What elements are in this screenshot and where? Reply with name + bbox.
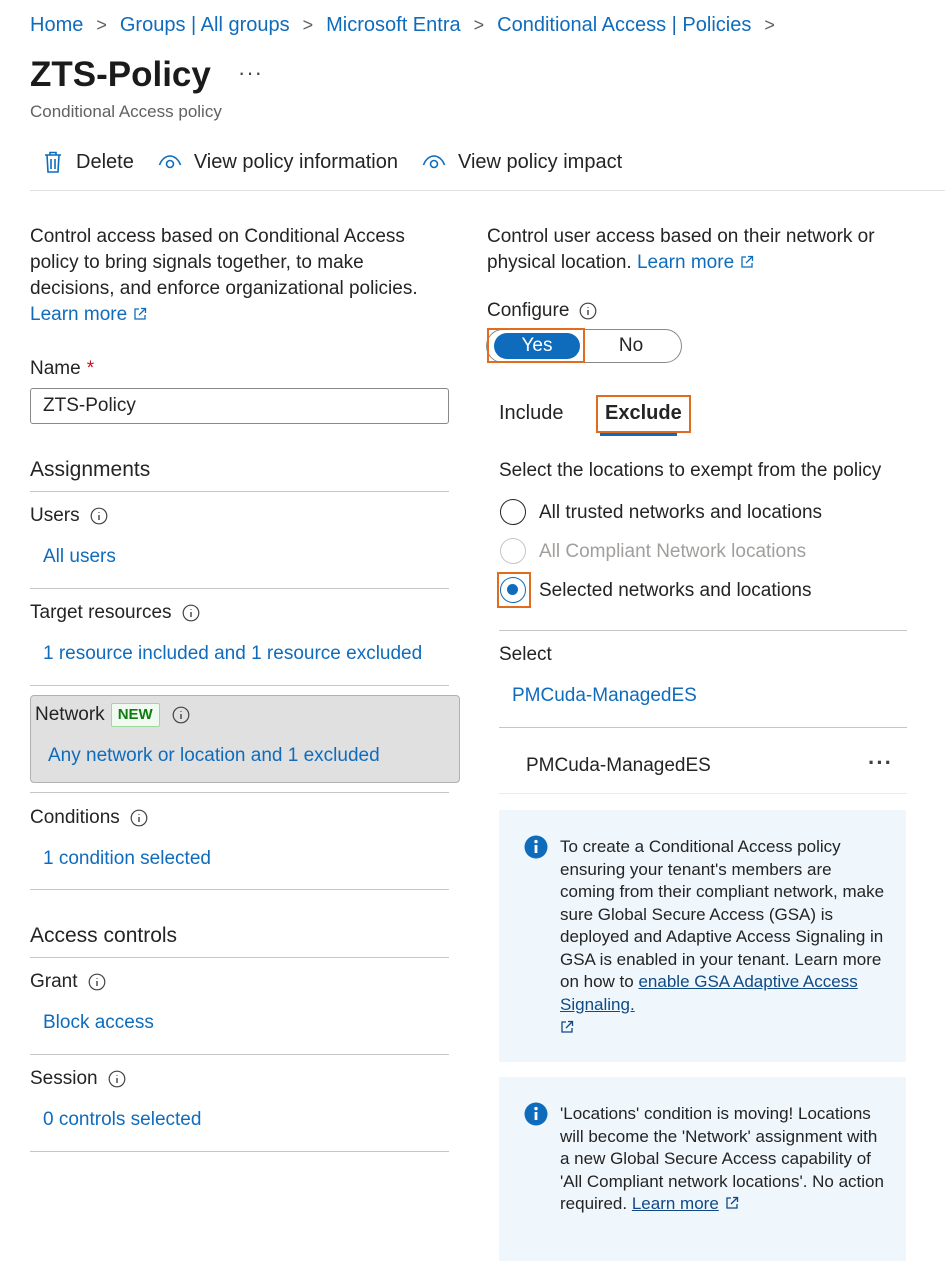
left-learn-more-link[interactable] <box>30 304 147 325</box>
divider <box>499 630 907 631</box>
access-controls-heading: Access controls <box>30 924 178 947</box>
tab-exclude-underline <box>600 433 677 436</box>
divider <box>30 1151 449 1152</box>
conditions-label-text: Conditions <box>30 807 120 828</box>
view-policy-impact-button[interactable] <box>422 151 622 174</box>
gsa-info-text <box>560 836 890 1041</box>
yes-highlight-box <box>487 328 585 363</box>
right-intro <box>487 224 897 276</box>
left-intro-text: Control access based on Conditional Access policy to bring signals together, to make decisions, and enforce organizational policies. <box>30 226 418 299</box>
external-link-icon <box>133 307 147 321</box>
exclude-highlight-box <box>596 395 691 433</box>
left-learn-more-text: Learn more <box>30 304 128 325</box>
external-link-icon <box>725 1196 739 1210</box>
view-policy-information-button[interactable] <box>158 151 398 174</box>
right-learn-more-link[interactable] <box>637 252 754 273</box>
locations-moving-body: 'Locations' condition is moving! Locations will become the 'Network' assignment with a new Global Secure Access capability of 'All Compliant network locations'. No action required. <box>560 1104 884 1213</box>
chevron-right-icon: > <box>764 15 775 35</box>
configure-yes-button[interactable]: Yes <box>494 333 580 359</box>
name-label-text: Name <box>30 358 81 379</box>
info-icon[interactable] <box>88 973 106 991</box>
divider <box>499 727 907 728</box>
session-value-link[interactable]: 0 controls selected <box>43 1109 202 1130</box>
radio-all-trusted[interactable] <box>500 499 526 525</box>
new-badge: NEW <box>111 703 160 727</box>
radio-highlight-box <box>497 572 531 608</box>
trash-icon <box>42 150 64 174</box>
network-value-link[interactable]: Any network or location and 1 excluded <box>48 745 380 766</box>
left-intro <box>30 224 440 328</box>
select-locations-link[interactable]: PMCuda-ManagedES <box>512 685 697 706</box>
external-link-icon <box>560 1020 574 1034</box>
conditions-value-link[interactable]: 1 condition selected <box>43 848 211 869</box>
conditions-label <box>30 807 148 829</box>
locations-learn-more-text: Learn more <box>631 1194 719 1213</box>
external-link-icon <box>740 255 754 269</box>
target-label-text: Target resources <box>30 602 172 623</box>
breadcrumb-groups[interactable]: Groups | All groups <box>119 14 290 36</box>
page-title: ZTS-Policy <box>30 55 211 94</box>
session-label <box>30 1068 126 1090</box>
divider <box>30 685 449 686</box>
grant-label <box>30 971 106 993</box>
view-policy-information-label: View policy information <box>193 150 398 173</box>
grant-value-link[interactable]: Block access <box>43 1012 154 1033</box>
users-label <box>30 505 108 527</box>
session-label-text: Session <box>30 1068 98 1089</box>
radio-selected-networks-label: Selected networks and locations <box>539 580 812 601</box>
info-icon[interactable] <box>579 302 597 320</box>
more-options-icon[interactable]: ··· <box>868 750 893 775</box>
network-label-text: Network <box>35 704 105 725</box>
chevron-right-icon: > <box>473 15 485 35</box>
enable-gsa-link-text: enable GSA Adaptive Access Signaling. <box>560 972 858 1014</box>
configure-label-text: Configure <box>487 300 570 321</box>
name-field[interactable]: ZTS-Policy <box>30 388 449 424</box>
radio-all-compliant <box>500 538 526 564</box>
page-subtitle: Conditional Access policy <box>30 102 222 121</box>
locations-moving-text <box>560 1103 890 1216</box>
info-filled-icon <box>524 1102 548 1126</box>
delete-label: Delete <box>76 150 134 173</box>
name-label <box>30 358 94 380</box>
locations-learn-more-link[interactable] <box>632 1194 719 1213</box>
select-locations-prompt: Select the locations to exempt from the policy <box>499 460 882 481</box>
breadcrumb-entra[interactable]: Microsoft Entra <box>326 14 461 36</box>
divider <box>30 889 449 890</box>
tab-exclude[interactable]: Exclude <box>605 402 682 424</box>
tab-include[interactable]: Include <box>499 402 564 424</box>
divider <box>30 957 449 958</box>
info-icon[interactable] <box>90 507 108 525</box>
divider <box>30 491 449 492</box>
select-label: Select <box>499 644 552 665</box>
breadcrumb-home[interactable]: Home <box>30 14 84 36</box>
divider <box>30 792 449 793</box>
right-intro-text: Control user access based on their network or physical location. <box>487 226 875 273</box>
eye-icon <box>422 153 446 171</box>
toolbar-divider <box>30 190 945 191</box>
grant-label-text: Grant <box>30 971 78 992</box>
assignments-heading: Assignments <box>30 458 151 481</box>
more-options-icon[interactable]: ··· <box>238 60 263 85</box>
divider <box>499 793 907 794</box>
radio-all-trusted-label: All trusted networks and locations <box>539 502 823 523</box>
breadcrumb-ca-policies[interactable]: Conditional Access | Policies <box>497 14 752 36</box>
info-icon[interactable] <box>108 1070 126 1088</box>
configure-no-button[interactable]: No <box>618 335 644 356</box>
info-icon[interactable] <box>172 706 190 724</box>
right-learn-more-text: Learn more <box>636 252 735 273</box>
target-resources-label <box>30 602 200 624</box>
info-icon[interactable] <box>182 604 200 622</box>
required-indicator: * <box>86 358 95 379</box>
info-filled-icon <box>524 835 548 859</box>
info-icon[interactable] <box>130 809 148 827</box>
target-resources-value-link[interactable]: 1 resource included and 1 resource excluded <box>43 643 423 664</box>
delete-button[interactable] <box>42 150 134 174</box>
configure-label <box>487 300 597 322</box>
network-label <box>35 703 190 727</box>
radio-all-compliant-label: All Compliant Network locations <box>539 541 807 562</box>
chevron-right-icon: > <box>302 15 314 35</box>
selected-location-item: PMCuda-ManagedES <box>526 755 711 776</box>
view-policy-impact-label: View policy impact <box>457 150 623 173</box>
breadcrumb <box>30 14 788 37</box>
divider <box>30 1054 449 1055</box>
users-label-text: Users <box>30 505 80 526</box>
chevron-right-icon: > <box>96 15 107 35</box>
eye-icon <box>158 153 182 171</box>
command-bar <box>42 150 646 174</box>
gsa-info-body: To create a Conditional Access policy ensuring your tenant's members are coming from their compliant network, make sure Global Secure Access (GSA) is deployed and Adaptive Access Signaling in GSA is enabled in your tenant. Learn more on how to <box>560 837 885 991</box>
users-value-link[interactable]: All users <box>43 546 116 567</box>
divider <box>30 588 449 589</box>
